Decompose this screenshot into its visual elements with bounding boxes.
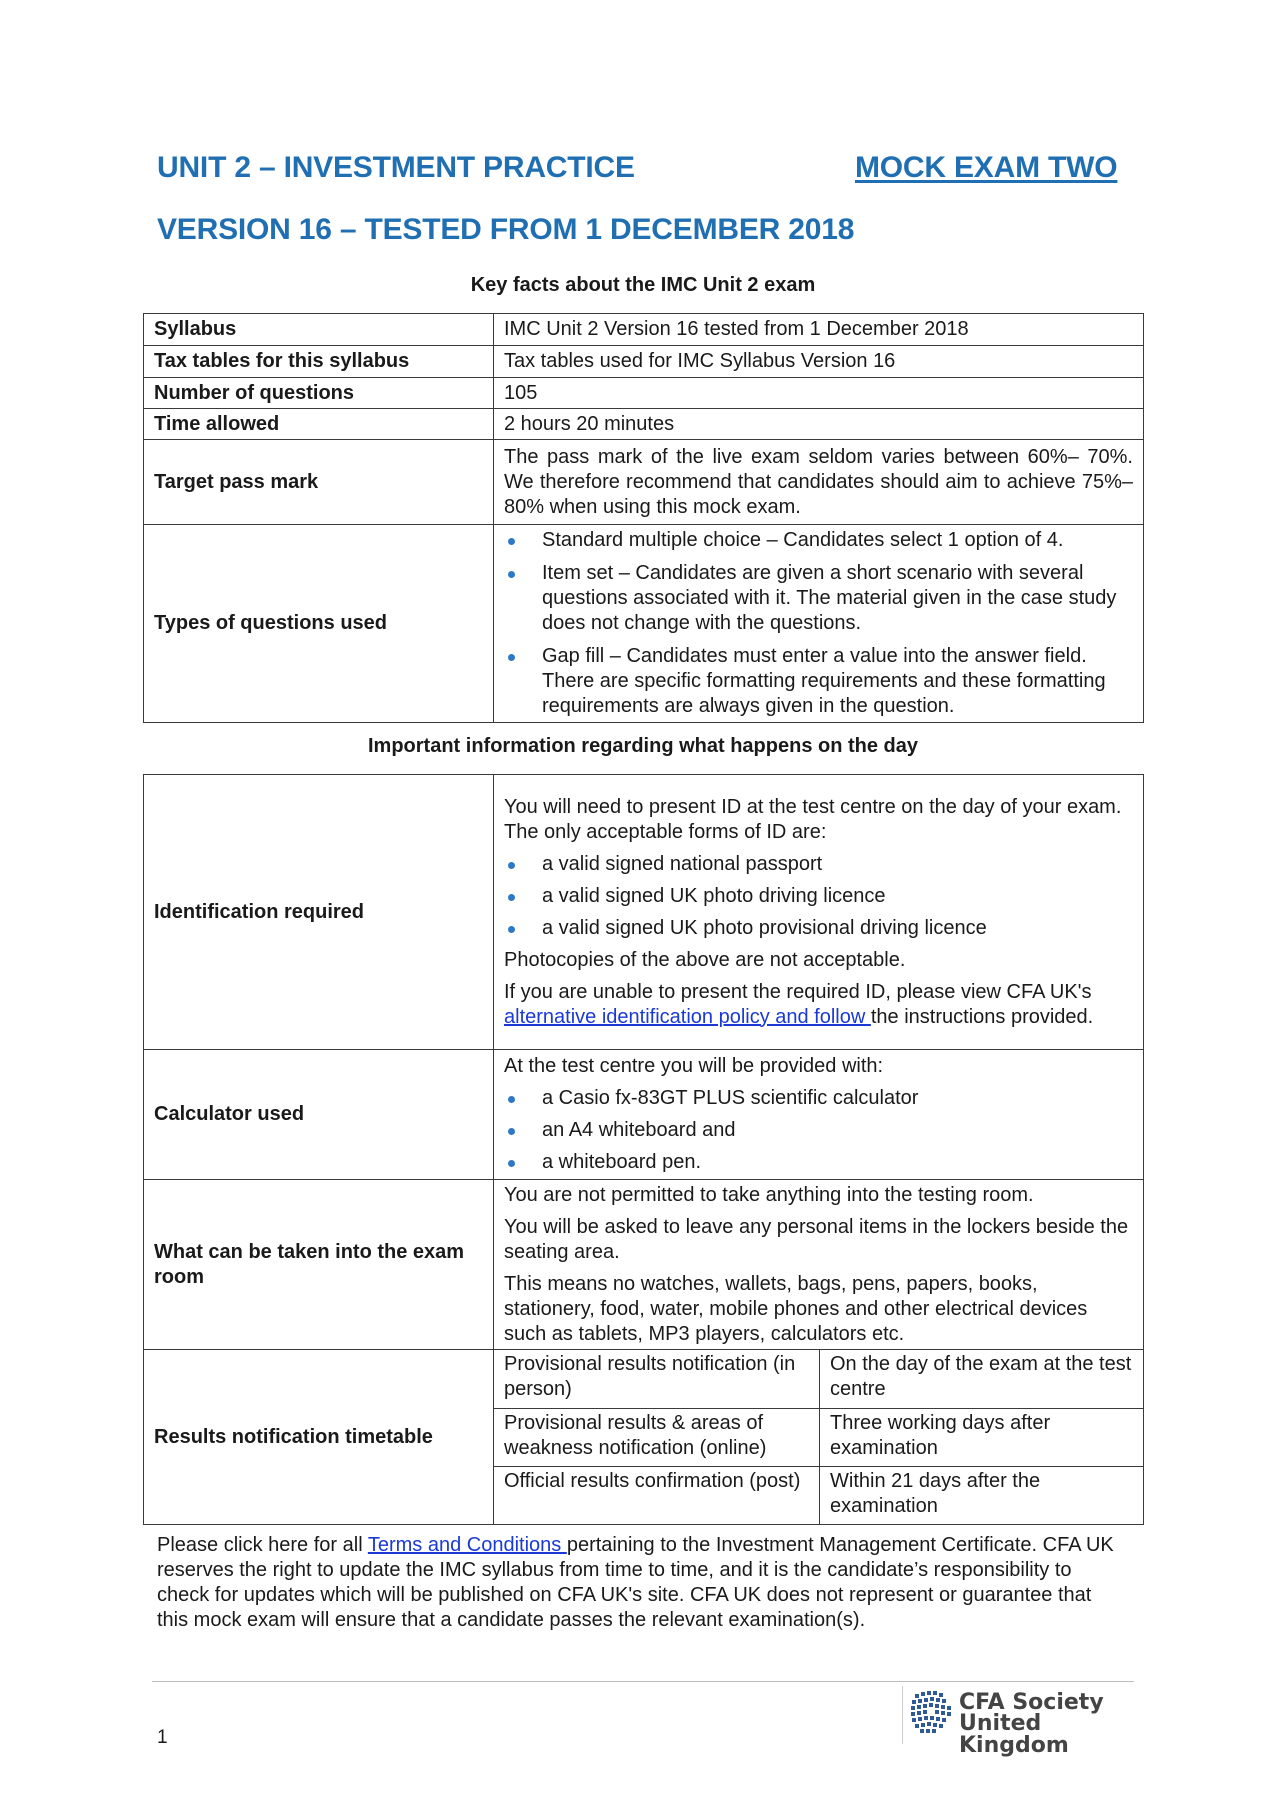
terms-note [157, 1533, 1117, 1633]
mock-exam-heading: MOCK EXAM TWO [855, 151, 1118, 184]
id-list [504, 852, 1133, 941]
id-policy-text [504, 980, 1133, 1030]
table-row [494, 1350, 1143, 1408]
results-cell [494, 1350, 1144, 1525]
table-row [144, 525, 1144, 723]
question-types-list [504, 528, 1133, 719]
page-number: 1 [157, 1727, 168, 1748]
day-info-caption: Important information regarding what happens on the day [367, 735, 919, 757]
table-row [144, 1180, 1144, 1350]
list-item: a valid signed UK photo provisional driving licence [504, 916, 1133, 941]
identification-label: Identification required [144, 775, 494, 1050]
results-what: Provisional results notification (in person) [494, 1350, 820, 1408]
results-when: On the day of the exam at the test centre [820, 1350, 1144, 1408]
table-row [494, 1466, 1143, 1524]
list-item: Standard multiple choice – Candidates select 1 option of 4. [504, 528, 1133, 553]
time-allowed-value: 2 hours 20 minutes [494, 409, 1144, 440]
tax-tables-label: Tax tables for this syllabus [144, 346, 494, 378]
table-row [144, 1050, 1144, 1180]
footer-divider [152, 1681, 1134, 1682]
num-questions-value: 105 [494, 378, 1144, 409]
results-when: Three working days after examination [820, 1408, 1144, 1466]
tax-tables-value: Tax tables used for IMC Syllabus Version 16 [494, 346, 1144, 378]
calculator-label: Calculator used [144, 1050, 494, 1180]
calculator-intro: At the test centre you will be provided with: [504, 1055, 884, 1077]
list-item: an A4 whiteboard and [504, 1118, 1133, 1143]
day-info-table [143, 774, 1144, 1525]
results-when: Within 21 days after the examination [830, 1469, 1041, 1517]
pass-mark-value: The pass mark of the live exam seldom varies between 60%– 70%. We therefore recommend that candidates should aim to achieve 75%–80% when using this mock exam. [494, 440, 1144, 525]
id-policy-post: the instructions provided. [870, 1005, 1094, 1028]
unit-heading: UNIT 2 – INVESTMENT PRACTICE [157, 151, 635, 184]
question-types-cell [494, 525, 1144, 723]
table-row [144, 409, 1144, 440]
num-questions-label: Number of questions [144, 378, 494, 409]
identification-intro: You will need to present ID at the test centre on the day of your exam. The only acceptable forms of ID are: [504, 795, 1122, 843]
calculator-list [504, 1086, 1133, 1175]
cfa-society-logo [902, 1686, 1143, 1758]
list-item: Item set – Candidates are given a short scenario with several questions associated with it. The material given in the case study does not change with the questions. [504, 561, 1133, 636]
list-item: a valid signed national passport [504, 852, 1133, 877]
logo-line-2: United Kingdom [959, 1711, 1069, 1758]
time-allowed-label: Time allowed [144, 409, 494, 440]
syllabus-label: Syllabus [144, 314, 494, 346]
table-row [144, 314, 1144, 346]
results-what: Official results confirmation (post) [494, 1466, 820, 1524]
exam-room-cell [494, 1180, 1144, 1350]
syllabus-value: IMC Unit 2 Version 16 tested from 1 December 2018 [494, 314, 1144, 346]
key-facts-table [143, 313, 1144, 723]
question-types-label: Types of questions used [144, 525, 494, 723]
table-row [144, 440, 1144, 525]
version-heading: VERSION 16 – TESTED FROM 1 DECEMBER 2018 [157, 213, 855, 246]
key-facts-caption: Key facts about the IMC Unit 2 exam [470, 274, 816, 296]
results-what: Provisional results & areas of weakness notification (online) [494, 1408, 820, 1466]
table-row [144, 346, 1144, 378]
list-item: a Casio fx-83GT PLUS scientific calculator [504, 1086, 1133, 1111]
calculator-cell [494, 1050, 1144, 1180]
exam-room-p3: This means no watches, wallets, bags, pens, papers, books, stationery, food, water, mobile phones and other electrical devices such as tablets, MP3 players, calculators etc. [504, 1272, 1088, 1345]
results-timetable [494, 1350, 1143, 1524]
id-policy-pre: If you are unable to present the required ID, please view CFA UK's [504, 980, 1092, 1003]
cfa-globe-icon [909, 1688, 955, 1740]
list-item: a whiteboard pen. [504, 1150, 1133, 1175]
list-item: Gap fill – Candidates must enter a value into the answer field. There are specific formatting requirements and these formatting requirements are always given in the question. [504, 644, 1133, 719]
table-row [144, 775, 1144, 1050]
terms-note-post: pertaining to the Investment Management Certificate. CFA UK reserves the right to update the IMC syllabus from time to time, and it is the candidate’s responsibility to check for updates which will be published on CFA UK's site. CFA UK does not represent or guarantee that this mock exam will ensure that a candidate passes the relevant examination(s). [157, 1534, 1114, 1631]
exam-room-label: What can be taken into the exam room [144, 1180, 494, 1350]
identification-cell [494, 775, 1144, 1050]
terms-note-pre: Please click here for all [157, 1534, 368, 1556]
table-row [144, 1350, 1144, 1525]
pass-mark-label: Target pass mark [144, 440, 494, 525]
logo-line-1: CFA Society [959, 1690, 1104, 1715]
terms-and-conditions-link[interactable]: Terms and Conditions [367, 1534, 567, 1556]
exam-room-p2: You will be asked to leave any personal items in the lockers beside the seating area. [504, 1215, 1129, 1263]
photocopies-note: Photocopies of the above are not acceptable. [504, 948, 906, 971]
exam-room-p1: You are not permitted to take anything into the testing room. [504, 1183, 1034, 1206]
alternative-id-policy-link[interactable]: alternative identification policy and follow [504, 1005, 871, 1028]
results-label: Results notification timetable [144, 1350, 494, 1525]
table-row [144, 378, 1144, 409]
list-item: a valid signed UK photo driving licence [504, 884, 1133, 909]
table-row [494, 1408, 1143, 1466]
